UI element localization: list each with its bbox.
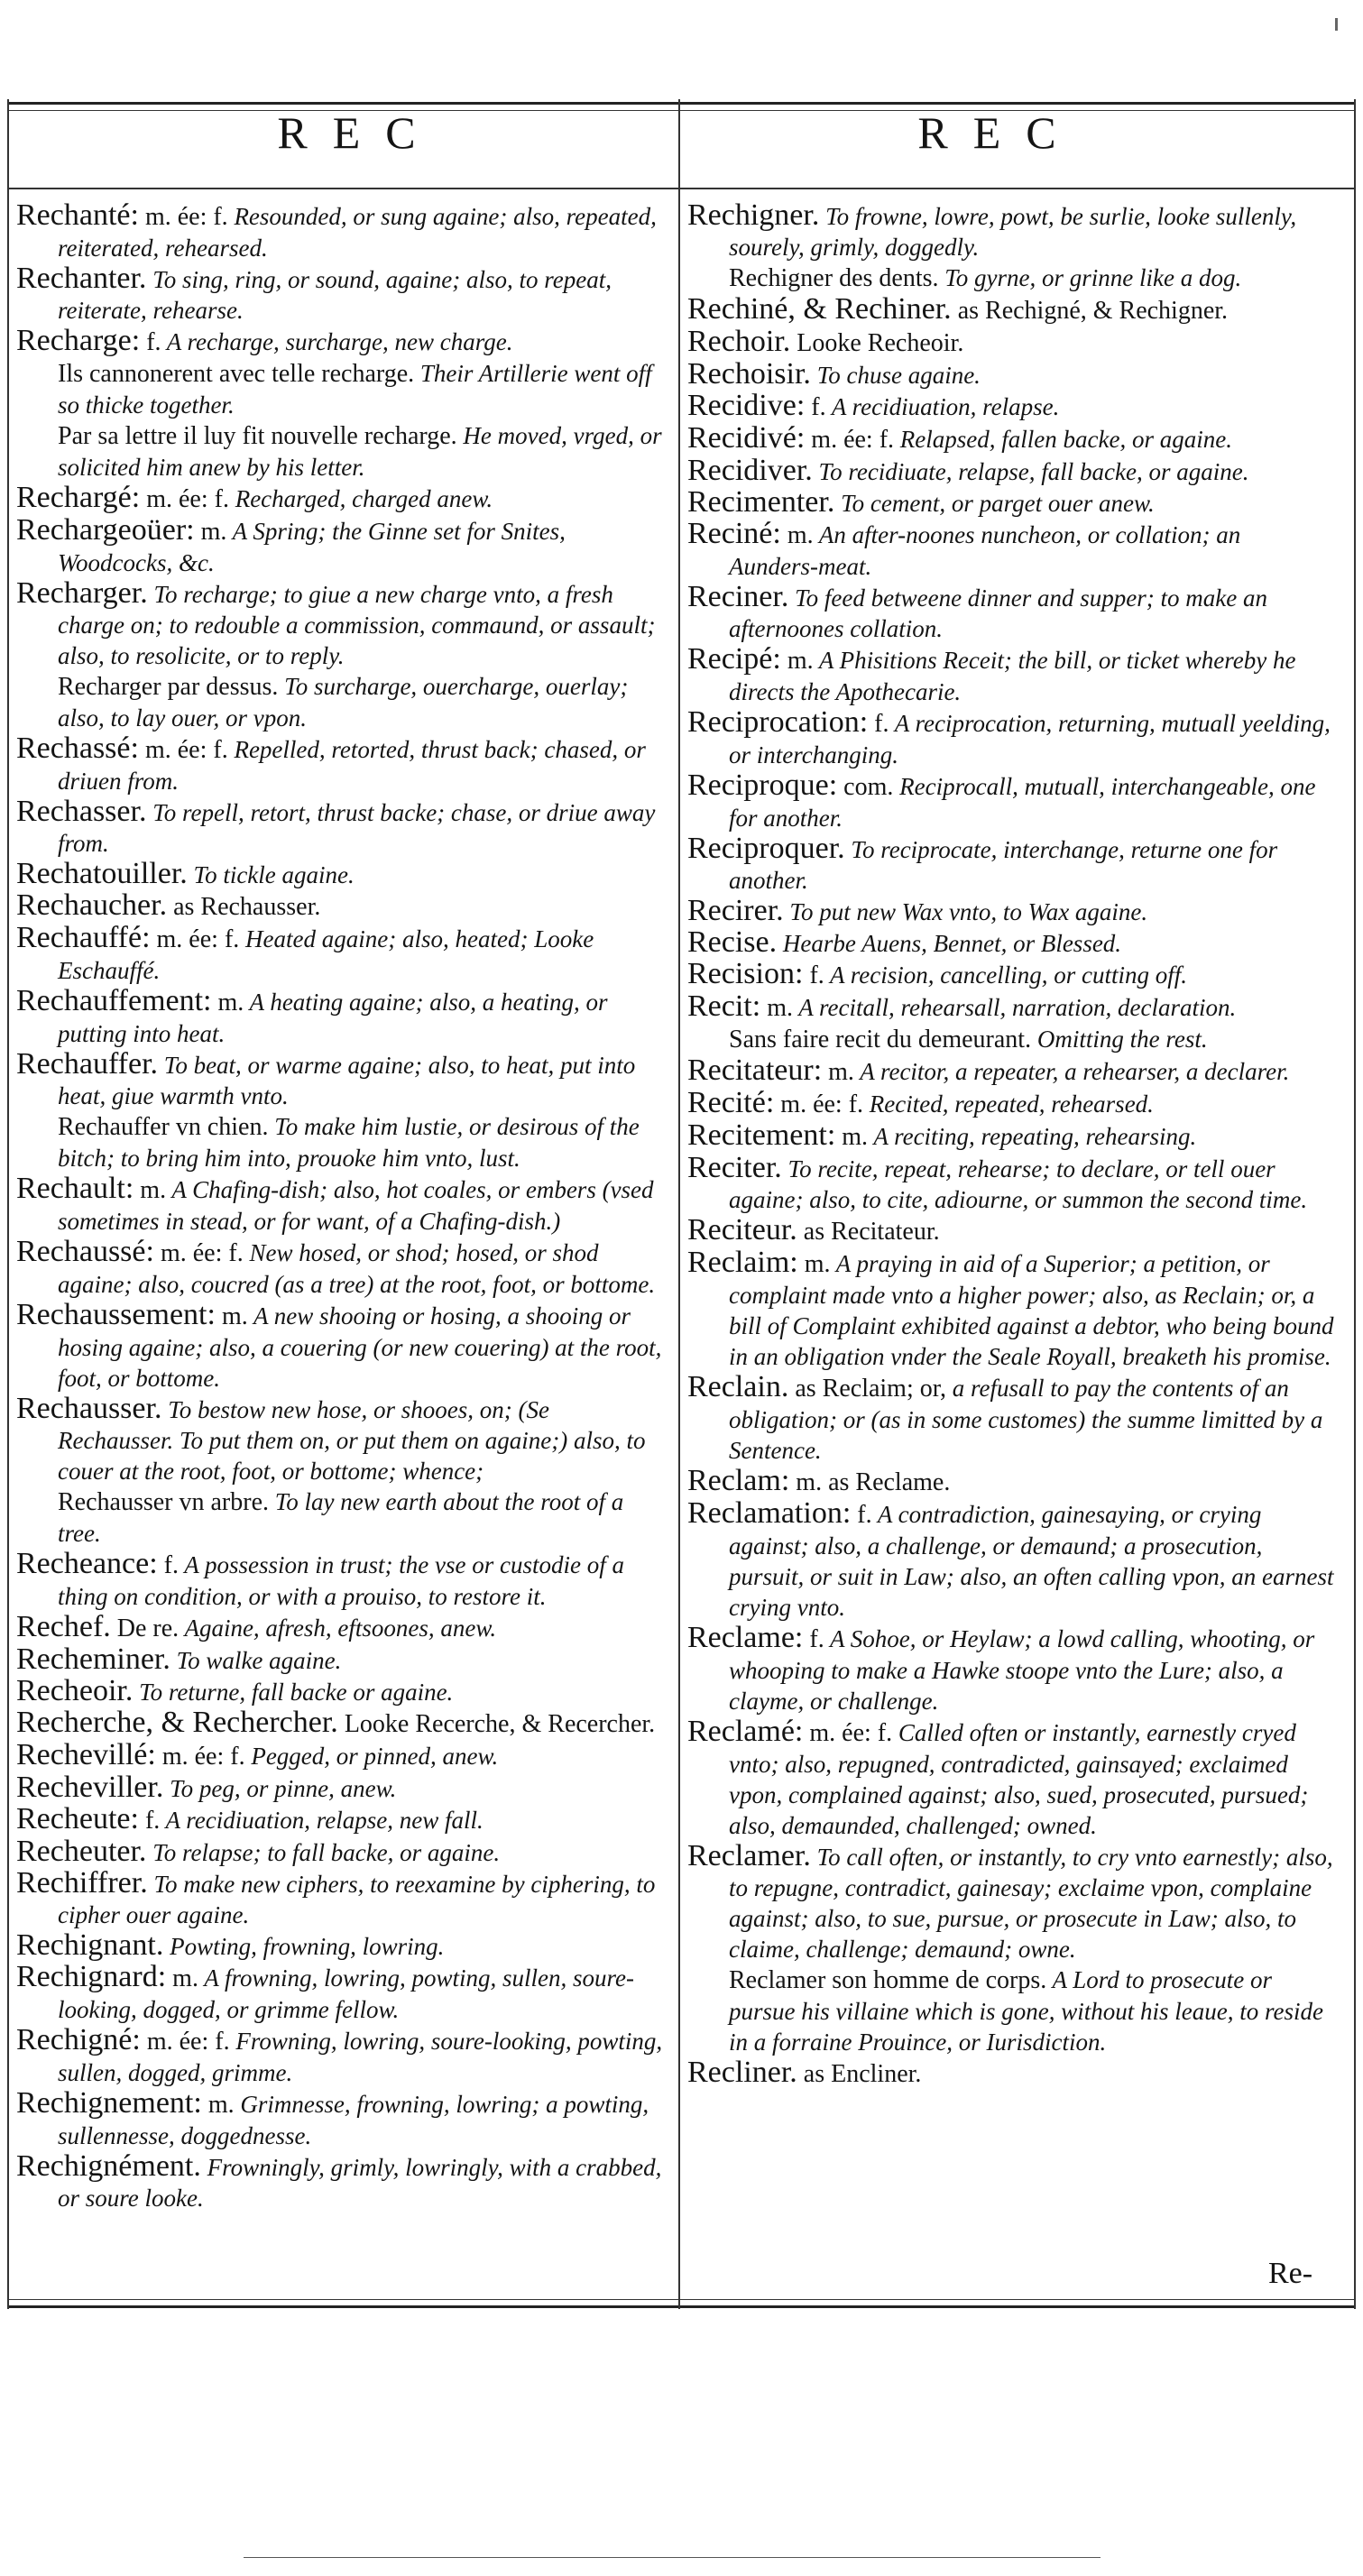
dictionary-entry (687, 582, 1335, 644)
entry-headword: Rechef. (16, 1610, 111, 1643)
entry-grammar: m. (835, 1123, 869, 1151)
entry-headword: Recheuter. (16, 1835, 147, 1868)
left-border (7, 99, 9, 2309)
entry-grammar: Rechauffer vn chien. (58, 1113, 269, 1141)
entry-grammar: m. (166, 1964, 198, 1992)
dictionary-entry (16, 1772, 664, 1804)
entry-translation: To put new Wax vnto, to Wax againe. (783, 898, 1148, 925)
entry-grammar: m. (780, 521, 814, 549)
entry-translation: To tickle againe. (187, 861, 355, 888)
entry-headword: Reclaim: (687, 1246, 798, 1279)
entry-translation: To frowne, lowre, powt, be surlie, looke sullenly, sourely, grimly, doggedly. (729, 203, 1297, 261)
entry-translation: Called often or instantly, earnestly cryed vnto; also, repugned, contradicted, gainsayed; exclaimed vpon, complained against; also, sued, prosecuted, pursued; also, demaunded, challenged; owned. (729, 1719, 1309, 1839)
entry-headword: Rechausser. (16, 1392, 162, 1425)
entry-translation: Repelled, retorted, thrust back; chased, or driuen from. (58, 736, 646, 795)
entry-grammar: as Rechausser. (167, 893, 321, 921)
dictionary-entry (16, 1930, 664, 1962)
dictionary-entry (16, 671, 664, 733)
entry-grammar: m. ée: f. (803, 1719, 893, 1747)
entry-headword: Reciter. (687, 1151, 782, 1184)
entry-headword: Rechiné, & Rechiner. (687, 292, 952, 326)
entry-translation: Grimnesse, frowning, lowring; a powting, sullennesse, doggednesse. (58, 2091, 649, 2149)
entry-grammar: Recharger par dessus. (58, 673, 279, 701)
entry-headword: Recité: (687, 1086, 775, 1119)
entry-grammar: f. (803, 1625, 824, 1653)
dictionary-entry (16, 358, 664, 420)
entry-headword: Recharger. (16, 576, 148, 610)
dictionary-entry (687, 391, 1335, 423)
entry-translation: To recharge; to giue a new charge vnto, a fresh charge on; to redouble a commission, commaund, or assault; also, to resolicite, or to reply. (58, 581, 656, 669)
dictionary-entry (687, 2057, 1335, 2090)
entry-translation: A recidiuation, relapse, new fall. (160, 1807, 483, 1834)
entry-grammar: Sans faire recit du demeurant. (729, 1026, 1032, 1053)
entry-translation: A reciting, repeating, rehearsing. (868, 1123, 1197, 1150)
entry-headword: Rechaussé: (16, 1235, 154, 1268)
entry-translation: A Lord to prosecute or pursue his villaine which is gone, without his leaue, to reside in a forraine Prouince, or Iurisdiction. (729, 1966, 1323, 2056)
dictionary-entry (16, 1962, 664, 2025)
entry-translation: To bestow new hose, or shooes, on; (Se Rechausser. To put them on, or put them on againe;) also, to couer at the root, foot, or bottome; whence; (58, 1396, 646, 1485)
dictionary-entry (687, 519, 1335, 582)
dictionary-entry (687, 1153, 1335, 1215)
entry-translation: To recite, repeat, rehearse; to declare, or tell ouer againe; also, to cite, adiourne, or summon the second time. (729, 1155, 1308, 1213)
entry-headword: Recision: (687, 957, 804, 990)
entry-headword: Rechauffer. (16, 1047, 159, 1081)
entry-headword: Recimenter. (687, 485, 835, 519)
dictionary-entry (16, 1111, 664, 1173)
header-rule (7, 188, 1356, 189)
dictionary-entry (687, 1841, 1335, 1964)
entry-translation: A possession in trust; the vse or custodie of a thing on condition, or with a prouiso, to restore it. (58, 1551, 624, 1610)
dictionary-entry (16, 1049, 664, 1111)
dictionary-entry (16, 1394, 664, 1486)
entry-grammar: Rechigner des dents. (729, 264, 939, 292)
entry-translation: A Spring; the Ginne set for Snites, Woodcocks, &c. (58, 518, 566, 576)
entry-headword: Recit: (687, 989, 761, 1023)
entry-grammar: m. (797, 1250, 831, 1278)
entry-headword: Recherche, & Rechercher. (16, 1706, 338, 1739)
entry-headword: Rechault: (16, 1172, 134, 1205)
margin-mark (1335, 18, 1338, 31)
catchword: Re- (1268, 2257, 1313, 2290)
entry-headword: Recliner. (687, 2056, 797, 2089)
dictionary-entry (687, 1716, 1335, 1841)
entry-translation: Recharged, charged anew. (228, 485, 493, 512)
dictionary-entry (16, 1549, 664, 1612)
dictionary-entry (16, 1486, 664, 1549)
entry-translation: To beat, or warme againe; also, to heat, put into heat, giue warmth vnto. (58, 1052, 636, 1109)
entry-translation: To repell, retort, thrust backe; chase, or driue away from. (58, 799, 656, 857)
entry-translation: Omitting the rest. (1031, 1026, 1208, 1053)
entry-headword: Rechigné: (16, 2023, 141, 2056)
entry-grammar: m. ée: f. (140, 2028, 230, 2056)
entry-headword: Recitateur: (687, 1053, 823, 1087)
dictionary-entry (687, 1247, 1335, 1372)
running-head-right: REC (917, 107, 1082, 158)
entry-translation: A Sohoe, or Heylaw; a lowd calling, whooting, or whooping to make a Hawke stoope vnto the Lure; also, a clayme, or challenge. (729, 1625, 1315, 1715)
entry-translation: Againe, afresh, eftsoones, anew. (179, 1615, 497, 1642)
entry-translation: To returne, fall backe or againe. (133, 1679, 454, 1706)
entry-headword: Rechargé: (16, 481, 141, 514)
entry-headword: Rechignement: (16, 2086, 202, 2120)
entry-grammar: as Rechigné, & Rechigner. (951, 297, 1229, 325)
entry-translation: To make new ciphers, to reexamine by ciphering, to cipher ouer againe. (58, 1871, 656, 1928)
entry-translation: Frowningly, grimly, lowringly, with a crabbed, or soure looke. (58, 2154, 662, 2212)
entry-headword: Recheance: (16, 1547, 158, 1580)
entry-headword: Recise. (687, 925, 778, 959)
entry-headword: Rechasser. (16, 795, 147, 828)
dictionary-entry (16, 1740, 664, 1772)
entry-headword: Recharge: (16, 324, 141, 357)
entry-headword: Rechauffement: (16, 984, 212, 1017)
entry-translation: To feed betweene dinner and supper; to make an afternoones collation. (729, 584, 1267, 642)
entry-headword: Recheute: (16, 1802, 139, 1835)
dictionary-entry (687, 262, 1335, 294)
entry-translation: To peg, or pinne, anew. (163, 1775, 397, 1802)
dictionary-entry (16, 733, 664, 796)
entry-translation: To sing, ring, or sound, againe; also, to repeat, reiterate, rehearse. (58, 266, 612, 324)
entry-grammar: f. (805, 393, 826, 421)
entry-translation: Relapsed, fallen backe, or againe. (894, 426, 1232, 453)
dictionary-entry (16, 1237, 664, 1300)
entry-headword: Reciproque: (687, 768, 838, 802)
entry-translation: To surcharge, ouercharge, ouerlay; also, to lay ouer, or vpon. (58, 673, 629, 731)
dictionary-entry (687, 1088, 1335, 1120)
dictionary-entry (16, 263, 664, 326)
dictionary-entry (687, 487, 1335, 519)
entry-translation: To lay new earth about the root of a tree. (58, 1488, 624, 1547)
entry-headword: Recheminer. (16, 1642, 170, 1676)
dictionary-entry (687, 327, 1335, 359)
running-head-left: REC (277, 107, 441, 158)
entry-headword: Recipé: (687, 642, 781, 676)
entry-headword: Rechassé: (16, 731, 139, 765)
entry-headword: Rechoisir. (687, 357, 811, 391)
dictionary-entry (687, 1215, 1335, 1247)
entry-grammar: m. ée: f. (138, 203, 228, 231)
entry-translation: A recision, cancelling, or cutting off. (824, 961, 1187, 989)
entry-translation: An after-noones nuncheon, or collation; an Aunders-meat. (729, 521, 1241, 580)
dictionary-entry (687, 644, 1335, 707)
entry-translation: Hearbe Auens, Bennet, or Blessed. (777, 930, 1122, 957)
dictionary-entry (687, 1498, 1335, 1623)
entry-headword: Rechauffé: (16, 921, 151, 954)
entry-translation: Reciprocall, mutuall, interchangeable, one for another. (729, 773, 1316, 832)
entry-grammar: m. as Reclame. (789, 1468, 951, 1496)
entry-grammar: as Encliner. (797, 2060, 922, 2088)
entry-translation: Pegged, or pinned, anew. (244, 1743, 499, 1770)
entry-headword: Reciproquer. (687, 832, 845, 865)
dictionary-entry (16, 923, 664, 986)
entry-translation: To relapse; to fall backe, or againe. (146, 1839, 501, 1866)
dictionary-entry (16, 515, 664, 578)
entry-grammar: Looke Recerche, & Recercher. (337, 1710, 656, 1738)
entry-translation: To recidiuate, relapse, fall backe, or againe. (812, 458, 1249, 485)
dictionary-entry (16, 1707, 664, 1740)
entry-translation: A reciprocation, returning, mutuall yeelding, or interchanging. (729, 710, 1331, 768)
entry-translation: A recitall, rehearsall, narration, declaration. (792, 994, 1237, 1021)
dictionary-entry (687, 707, 1335, 770)
entry-grammar: m. (194, 518, 227, 546)
column-divider (678, 99, 680, 2309)
dictionary-entry (16, 1676, 664, 1707)
entry-grammar: m. (760, 994, 793, 1022)
dictionary-entry (687, 1623, 1335, 1716)
entry-translation: A Phisitions Receit; the bill, or ticket whereby he directs the Apothecarie. (729, 647, 1296, 705)
entry-translation: To gyrne, or grinne like a dog. (938, 264, 1242, 291)
entry-grammar: Par sa lettre il luy fit nouvelle recharge. (58, 422, 457, 450)
entry-grammar: m. ée: f. (138, 736, 228, 764)
entry-headword: Recidiver. (687, 454, 813, 487)
entry-headword: Reclain. (687, 1370, 789, 1403)
entry-headword: Reciné: (687, 517, 781, 550)
dictionary-entry (687, 423, 1335, 455)
entry-grammar: f. (138, 1807, 161, 1835)
entry-grammar: Ils cannonerent avec telle recharge. (58, 360, 415, 388)
entry-grammar: Looke Recheoir. (790, 329, 964, 357)
right-column (687, 200, 1335, 2090)
entry-translation: A praying in aid of a Superior; a petition, or complaint made vnto a higher power; also, as Reclain; or, a bill of Complaint exhibited against a debtor, who being bound in an obligation vnder the Seale Royall, breaketh his promise. (729, 1250, 1334, 1370)
entry-translation: To chuse againe. (810, 362, 981, 389)
entry-translation: Their Artillerie went off so thicke together. (58, 360, 652, 419)
entry-headword: Rechanté: (16, 198, 139, 232)
entry-translation: Resounded, or sung againe; also, repeated, reiterated, rehearsed. (58, 203, 657, 262)
entry-translation: a refusall to pay the contents of an obligation; or (as in some customes) the summe limitted by a Sentence. (729, 1375, 1323, 1464)
entry-translation: To walke againe. (170, 1647, 342, 1674)
entry-grammar: as Reclaim; or, (788, 1375, 946, 1403)
entry-grammar: as Recitateur. (797, 1218, 940, 1246)
dictionary-entry (687, 833, 1335, 896)
entry-grammar: m. (211, 989, 244, 1017)
dictionary-entry (16, 1300, 664, 1394)
entry-headword: Rechignément. (16, 2149, 201, 2183)
entry-grammar: Reclamer son homme de corps. (729, 1966, 1047, 1994)
entry-grammar: m. (822, 1058, 854, 1086)
entry-headword: Rechignard: (16, 1960, 167, 1993)
entry-translation: A new shooing or hosing, a shooing or hosing againe; also, a couering (or new couering) at the root, foot, or bottome. (58, 1302, 662, 1392)
dictionary-entry (16, 2088, 664, 2151)
dictionary-entry (16, 890, 664, 923)
entry-translation: A recidiuation, relapse. (825, 393, 1060, 420)
dictionary-entry (16, 483, 664, 515)
entry-grammar: f. (803, 961, 824, 989)
entry-translation: To reciprocate, interchange, returne one for another. (729, 836, 1278, 894)
dictionary-entry (687, 991, 1335, 1024)
dictionary-entry (16, 420, 664, 483)
dictionary-entry (16, 859, 664, 890)
dictionary-entry (16, 2151, 664, 2213)
entry-headword: Reciteur. (687, 1213, 797, 1247)
entry-translation: New hosed, or shod; hosed, or shod againe; also, coucred (as a tree) at the root, foot, or bottome. (58, 1239, 656, 1298)
dictionary-entry (16, 1173, 664, 1237)
entry-grammar: f. (140, 328, 161, 356)
entry-grammar: m. (780, 647, 814, 675)
entry-grammar: f. (868, 710, 889, 738)
entry-grammar: m. ée: f. (150, 925, 240, 953)
entry-translation: Heated againe; also, heated; Looke Eschauffé. (58, 925, 594, 984)
entry-translation: To cement, or parget ouer anew. (834, 490, 1155, 517)
dictionary-entry (687, 896, 1335, 927)
entry-headword: Reclame: (687, 1621, 804, 1654)
entry-grammar: m. ée: f. (140, 485, 229, 513)
dictionary-entry (16, 578, 664, 671)
dictionary-entry (16, 200, 664, 263)
entry-grammar: m. ée: f. (774, 1090, 864, 1118)
dictionary-entry (687, 1024, 1335, 1055)
dictionary-entry (16, 1836, 664, 1868)
right-border (1354, 99, 1356, 2309)
entry-headword: Reclamé: (687, 1715, 804, 1748)
entry-headword: Rechoir. (687, 325, 791, 358)
entry-grammar: m. (134, 1176, 167, 1204)
entry-translation: A Chafing-dish; also, hot coales, or embers (vsed sometimes in stead, or for want, of a Chafing-dish.) (58, 1176, 654, 1235)
entry-grammar: m. (215, 1302, 248, 1330)
entry-headword: Rechanter. (16, 262, 147, 295)
entry-headword: Recidive: (687, 389, 806, 422)
entry-grammar: m. ée: f. (155, 1743, 245, 1771)
entry-headword: Reciprocation: (687, 705, 869, 739)
dictionary-entry (16, 1644, 664, 1676)
entry-headword: Rechigner. (687, 198, 820, 232)
entry-translation: A contradiction, gainesaying, or crying against; also, a challenge, or demaund; a prosecution, pursuit, or suit in Law; also, an often calling vpon, an earnest crying vnto. (729, 1501, 1334, 1621)
entry-grammar: De re. (110, 1615, 180, 1642)
entry-headword: Rechiffrer. (16, 1866, 148, 1900)
dictionary-entry (687, 200, 1335, 262)
entry-translation: A recharge, surcharge, new charge. (161, 328, 513, 355)
entry-headword: Rechignant. (16, 1928, 164, 1962)
dictionary-entry (16, 326, 664, 358)
entry-grammar: m. ée: f. (805, 426, 895, 454)
entry-grammar: f. (157, 1551, 179, 1579)
entry-translation: To make him lustie, or desirous of the bitch; to bring him into, prouoke him vnto, lust. (58, 1113, 640, 1172)
entry-headword: Reclamer. (687, 1839, 811, 1872)
dictionary-entry (687, 1466, 1335, 1498)
dictionary-entry (16, 1868, 664, 1930)
entry-translation: To call often, or instantly, to cry vnto earnestly; also, to repugne, contradict, gainesay; exclaime vpon, complaine against; also, to sue, pursue, or prosecute in Law; also, to claime, challenge; demaund; owne. (729, 1844, 1333, 1963)
bottom-rule (244, 2557, 1101, 2558)
left-column (16, 200, 664, 2213)
entry-headword: Recheoir. (16, 1674, 134, 1707)
dictionary-entry (687, 1120, 1335, 1153)
entry-translation: Powting, frowning, lowring. (163, 1933, 445, 1960)
entry-grammar: Rechausser vn arbre. (58, 1488, 270, 1516)
entry-headword: Reclam: (687, 1464, 790, 1497)
dictionary-entry (16, 796, 664, 859)
entry-headword: Rechaussement: (16, 1298, 216, 1331)
entry-grammar: com. (837, 773, 894, 801)
entry-translation: Recited, repeated, rehearsed. (863, 1090, 1154, 1118)
dictionary-entry (687, 359, 1335, 391)
entry-grammar: m. ée: f. (153, 1239, 244, 1267)
entry-grammar: f. (851, 1501, 872, 1529)
entry-translation: A heating againe; also, a heating, or putting into heat. (58, 989, 608, 1047)
entry-headword: Rechargeoüer: (16, 513, 195, 547)
entry-headword: Recitement: (687, 1118, 836, 1152)
dictionary-entry (687, 770, 1335, 833)
entry-headword: Rechaucher. (16, 888, 168, 922)
dictionary-entry (16, 2025, 664, 2088)
entry-translation: A frowning, lowring, powting, sullen, soure-looking, dogged, or grimme fellow. (58, 1964, 634, 2023)
dictionary-entry (687, 455, 1335, 487)
entry-headword: Rechevillé: (16, 1738, 156, 1771)
dictionary-entry (16, 986, 664, 1049)
entry-headword: Reciner. (687, 580, 789, 613)
entry-headword: Rechatouiller. (16, 857, 188, 890)
entry-translation: A recitor, a repeater, a rehearser, a declarer. (853, 1058, 1290, 1085)
entry-grammar: m. (201, 2091, 235, 2119)
dictionary-entry (687, 1964, 1335, 2057)
entry-headword: Recidivé: (687, 421, 806, 455)
entry-headword: Recirer. (687, 894, 784, 927)
dictionary-entry (16, 1612, 664, 1644)
entry-translation: Frowning, lowring, soure-looking, powting, sullen, dogged, grimme. (58, 2028, 663, 2086)
entry-headword: Recheviller. (16, 1771, 164, 1804)
dictionary-entry (687, 1055, 1335, 1088)
dictionary-entry (687, 959, 1335, 991)
dictionary-entry (687, 1372, 1335, 1466)
entry-translation: He moved, vrged, or solicited him anew by his letter. (58, 422, 662, 481)
entry-headword: Reclamation: (687, 1496, 852, 1530)
dictionary-entry (16, 1804, 664, 1836)
dictionary-entry (687, 927, 1335, 959)
dictionary-entry (687, 294, 1335, 327)
